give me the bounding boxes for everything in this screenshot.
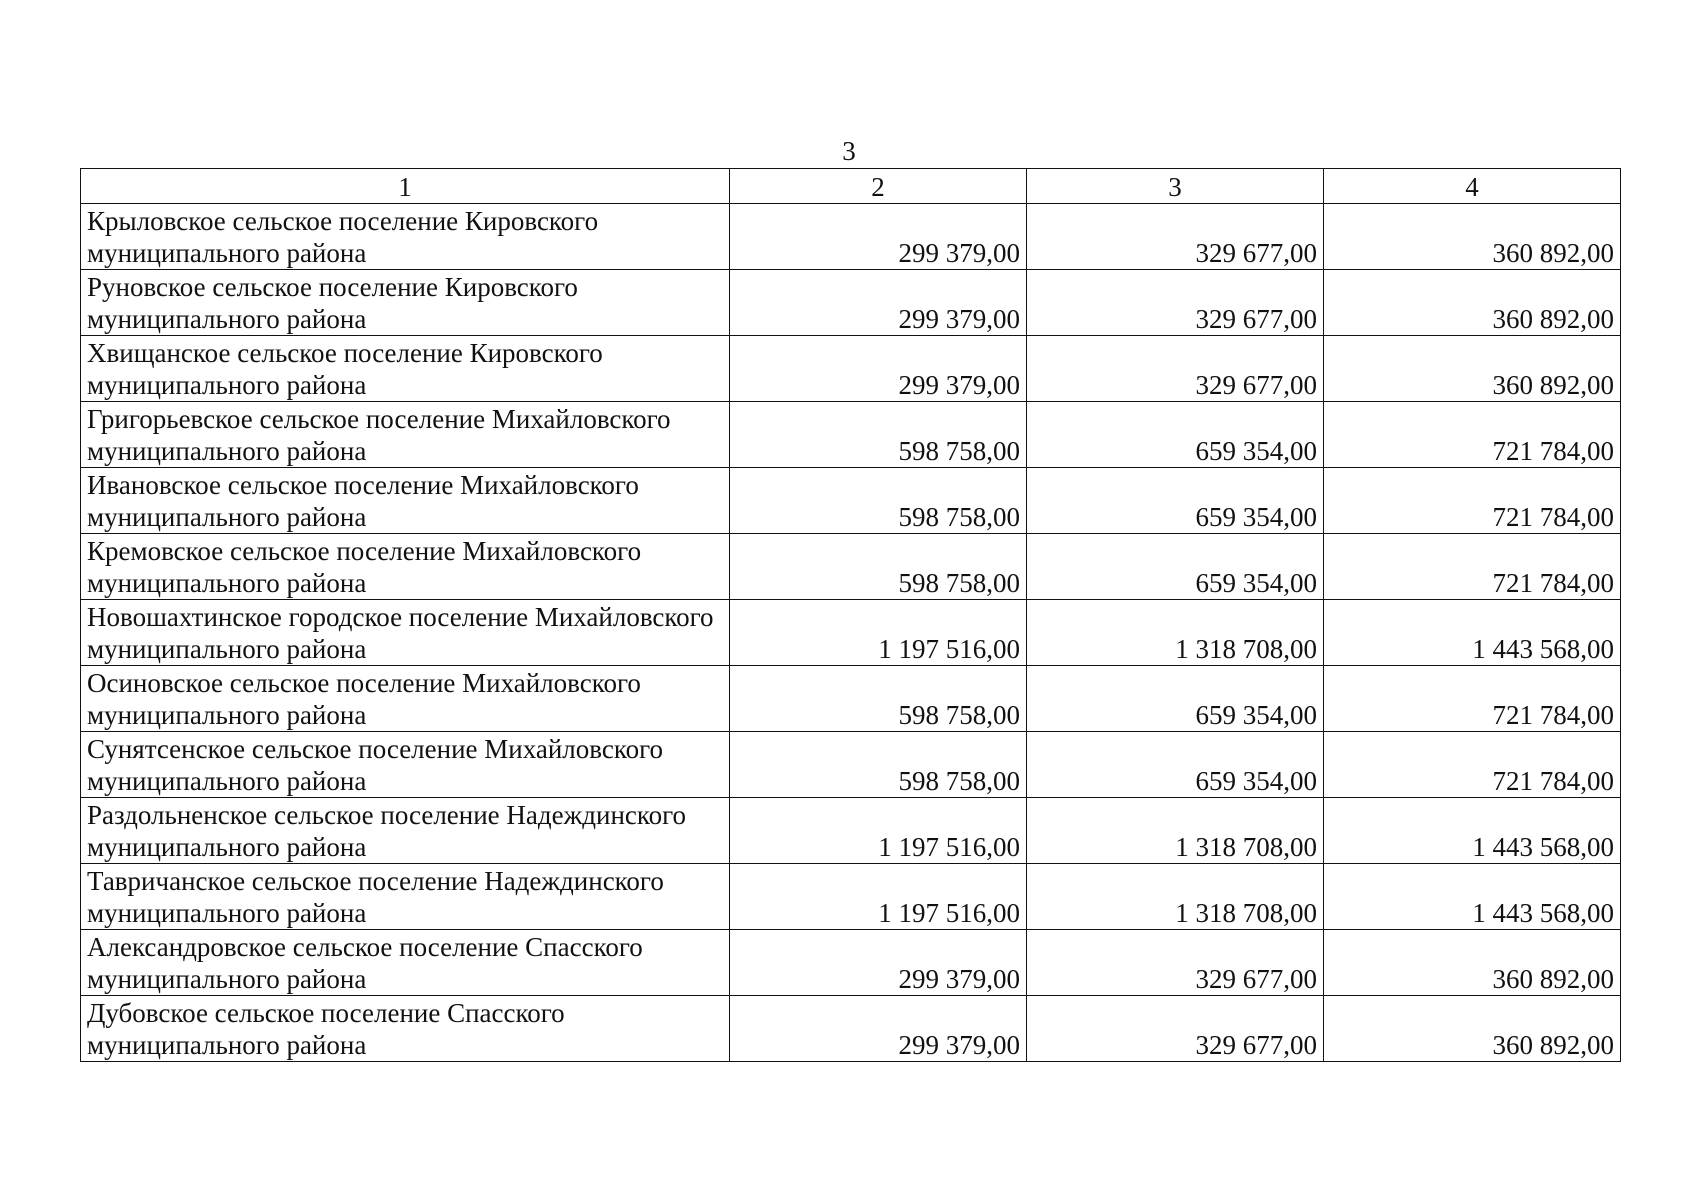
value-column-4-cell: 1 443 568,00 xyxy=(1324,864,1621,930)
value-column-4-cell: 721 784,00 xyxy=(1324,402,1621,468)
value-column-2-cell: 598 758,00 xyxy=(730,468,1027,534)
value-column-3-cell: 1 318 708,00 xyxy=(1027,864,1324,930)
value-column-2-cell: 598 758,00 xyxy=(730,732,1027,798)
page-number: 3 xyxy=(842,136,856,166)
value-column-3-cell: 659 354,00 xyxy=(1027,666,1324,732)
settlement-name-cell: Новошахтинское городское поселение Михайловского муниципального района xyxy=(81,600,730,666)
table-row xyxy=(81,798,1621,864)
settlement-name-cell: Александровское сельское поселение Спасского муниципального района xyxy=(81,930,730,996)
value-column-2-cell: 598 758,00 xyxy=(730,534,1027,600)
table-row xyxy=(81,270,1621,336)
table-row xyxy=(81,534,1621,600)
table-row xyxy=(81,336,1621,402)
table-row xyxy=(81,930,1621,996)
value-column-4-cell: 1 443 568,00 xyxy=(1324,600,1621,666)
value-column-2-cell: 1 197 516,00 xyxy=(730,600,1027,666)
column-header-3: 3 xyxy=(1027,169,1324,204)
table-row xyxy=(81,468,1621,534)
value-column-4-cell: 360 892,00 xyxy=(1324,336,1621,402)
value-column-4-cell: 360 892,00 xyxy=(1324,996,1621,1062)
settlement-name-cell: Ивановское сельское поселение Михайловского муниципального района xyxy=(81,468,730,534)
value-column-2-cell: 1 197 516,00 xyxy=(730,864,1027,930)
table-row xyxy=(81,996,1621,1062)
allocation-table xyxy=(80,168,1621,1062)
value-column-3-cell: 1 318 708,00 xyxy=(1027,600,1324,666)
value-column-3-cell: 659 354,00 xyxy=(1027,402,1324,468)
value-column-4-cell: 360 892,00 xyxy=(1324,270,1621,336)
table-row xyxy=(81,402,1621,468)
column-header-2: 2 xyxy=(730,169,1027,204)
settlement-name-cell: Руновское сельское поселение Кировского муниципального района xyxy=(81,270,730,336)
table-header-row xyxy=(81,169,1621,204)
value-column-3-cell: 329 677,00 xyxy=(1027,336,1324,402)
settlement-name-cell: Раздольненское сельское поселение Надеждинского муниципального района xyxy=(81,798,730,864)
table-row xyxy=(81,732,1621,798)
value-column-4-cell: 360 892,00 xyxy=(1324,930,1621,996)
column-header-4: 4 xyxy=(1324,169,1621,204)
table-row xyxy=(81,864,1621,930)
settlement-name-cell: Дубовское сельское поселение Спасского муниципального района xyxy=(81,996,730,1062)
settlement-name-cell: Осиновское сельское поселение Михайловского муниципального района xyxy=(81,666,730,732)
value-column-2-cell: 299 379,00 xyxy=(730,336,1027,402)
value-column-3-cell: 329 677,00 xyxy=(1027,270,1324,336)
value-column-4-cell: 721 784,00 xyxy=(1324,534,1621,600)
settlement-name-cell: Тавричанское сельское поселение Надеждинского муниципального района xyxy=(81,864,730,930)
table-row xyxy=(81,204,1621,270)
value-column-3-cell: 329 677,00 xyxy=(1027,204,1324,270)
value-column-3-cell: 659 354,00 xyxy=(1027,732,1324,798)
value-column-4-cell: 721 784,00 xyxy=(1324,732,1621,798)
settlement-name-cell: Кремовское сельское поселение Михайловского муниципального района xyxy=(81,534,730,600)
column-header-1: 1 xyxy=(81,169,730,204)
value-column-4-cell: 1 443 568,00 xyxy=(1324,798,1621,864)
value-column-3-cell: 659 354,00 xyxy=(1027,534,1324,600)
value-column-4-cell: 721 784,00 xyxy=(1324,468,1621,534)
table-row xyxy=(81,666,1621,732)
settlement-name-cell: Хвищанское сельское поселение Кировского муниципального района xyxy=(81,336,730,402)
settlement-name-cell: Григорьевское сельское поселение Михайловского муниципального района xyxy=(81,402,730,468)
value-column-2-cell: 299 379,00 xyxy=(730,204,1027,270)
value-column-2-cell: 1 197 516,00 xyxy=(730,798,1027,864)
value-column-4-cell: 721 784,00 xyxy=(1324,666,1621,732)
value-column-3-cell: 659 354,00 xyxy=(1027,468,1324,534)
value-column-3-cell: 329 677,00 xyxy=(1027,996,1324,1062)
value-column-2-cell: 598 758,00 xyxy=(730,666,1027,732)
table-row xyxy=(81,600,1621,666)
settlement-name-cell: Сунятсенское сельское поселение Михайловского муниципального района xyxy=(81,732,730,798)
settlement-name-cell: Крыловское сельское поселение Кировского муниципального района xyxy=(81,204,730,270)
value-column-2-cell: 299 379,00 xyxy=(730,996,1027,1062)
value-column-2-cell: 598 758,00 xyxy=(730,402,1027,468)
value-column-2-cell: 299 379,00 xyxy=(730,270,1027,336)
value-column-4-cell: 360 892,00 xyxy=(1324,204,1621,270)
value-column-2-cell: 299 379,00 xyxy=(730,930,1027,996)
table-body xyxy=(81,204,1621,1062)
value-column-3-cell: 329 677,00 xyxy=(1027,930,1324,996)
value-column-3-cell: 1 318 708,00 xyxy=(1027,798,1324,864)
